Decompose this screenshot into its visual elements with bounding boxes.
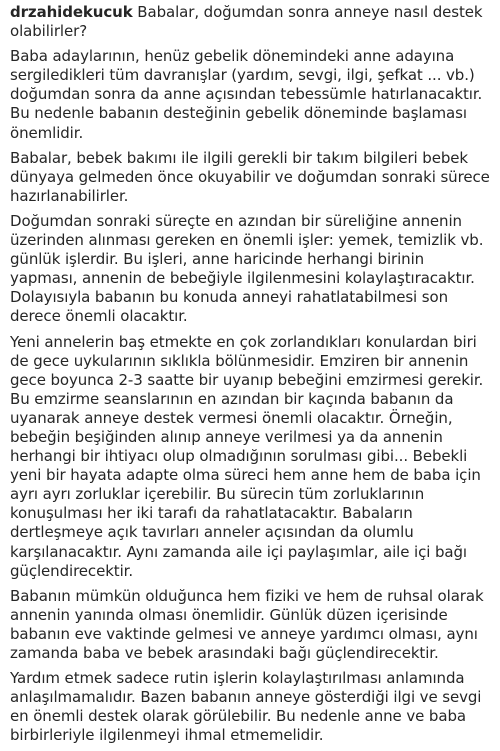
caption-intro-text: Babalar, doğumdan sonra anneye nasıl destek olabilirler? [10,3,483,41]
caption-intro [10,3,494,41]
username-link[interactable]: drzahidekucuk [10,3,133,21]
caption-paragraph: Babanın mümkün olduğunca hem fiziki ve hem de ruhsal olarak annenin yanında olması önemlidir. Günlük düzen içerisinde babanın eve vaktinde gelmesi ve anneye yardımcı olması, aynı zamanda baba ve bebek arasındaki bağı güçlendirecektir. [10,586,484,662]
caption-paragraph: Yardım etmek sadece rutin işlerin kolaylaştırılması anlamında anlaşılmamalıdır. Bazen babanın anneye gösterdiği ilgi ve sevgi en önemli destek olarak görülebilir. Bu nedenle anne ve baba birbirleriyle ilgilenmeyi ihmal etmemelidir. [10,669,482,745]
caption-paragraph: Babalar, bebek bakımı ile ilgili gerekli bir takım bilgileri bebek dünyaya gelmeden önce okuyabilir ve doğumdan sonraki sürece hazırlanabilirler. [10,148,490,205]
caption-paragraph: Doğumdan sonraki süreçte en azından bir süreliğine annenin üzerinden alınması gereken en önemli işler: yemek, temizlik vb. günlük işlerdir. Bu işleri, anne haricinde herhangi birinin yapması, annenin de bebeğiyle ilgilenmesini kolaylaştıracaktır. Dolayısıyla babanın bu konuda anneyi rahatlatabilmesi son derece önemli olacaktır. [10,211,484,326]
post-caption [10,3,494,751]
caption-paragraph: Baba adaylarının, henüz gebelik dönemindeki anne adayına sergiledikleri tüm davranışlar (yardım, sevgi, ilgi, şefkat ... vb.) doğumdan sonra da anne açısından tebessümle hatırlanacaktır. Bu nedenle babanın desteğinin gebelik döneminde başlaması önemlidir. [10,47,483,142]
caption-paragraph: Yeni annelerin baş etmekte en çok zorlandıkları konulardan biri de gece uykularının sıklıkla bölünmesidir. Emziren bir annenin gece boyunca 2-3 saatte bir uyanıp bebeğini emzirmesi gerekir. Bu emzirme seanslarının en azından bir kaçında babanın da uyanarak anneye destek vermesi önemli olacaktır. Örneğin, bebeğin beşiğinden alınıp anneye verilmesi ya da annenin herhangi bir ihtiyacı olup olmadığının sorulması gibi... Bebekli yeni bir hayata adapte olma süreci hem anne hem de baba için ayrı ayrı zorluklar içerebilir. Bu sürecin tüm zorluklarının konuşulması her iki tarafı da rahatlatacaktır. Babaların dertleşmeye açık tavırları anneler açısından da olumlu karşılanacaktır. Aynı zamanda aile içi paylaşımlar, aile içi bağı güçlendirecektir. [10,332,484,580]
